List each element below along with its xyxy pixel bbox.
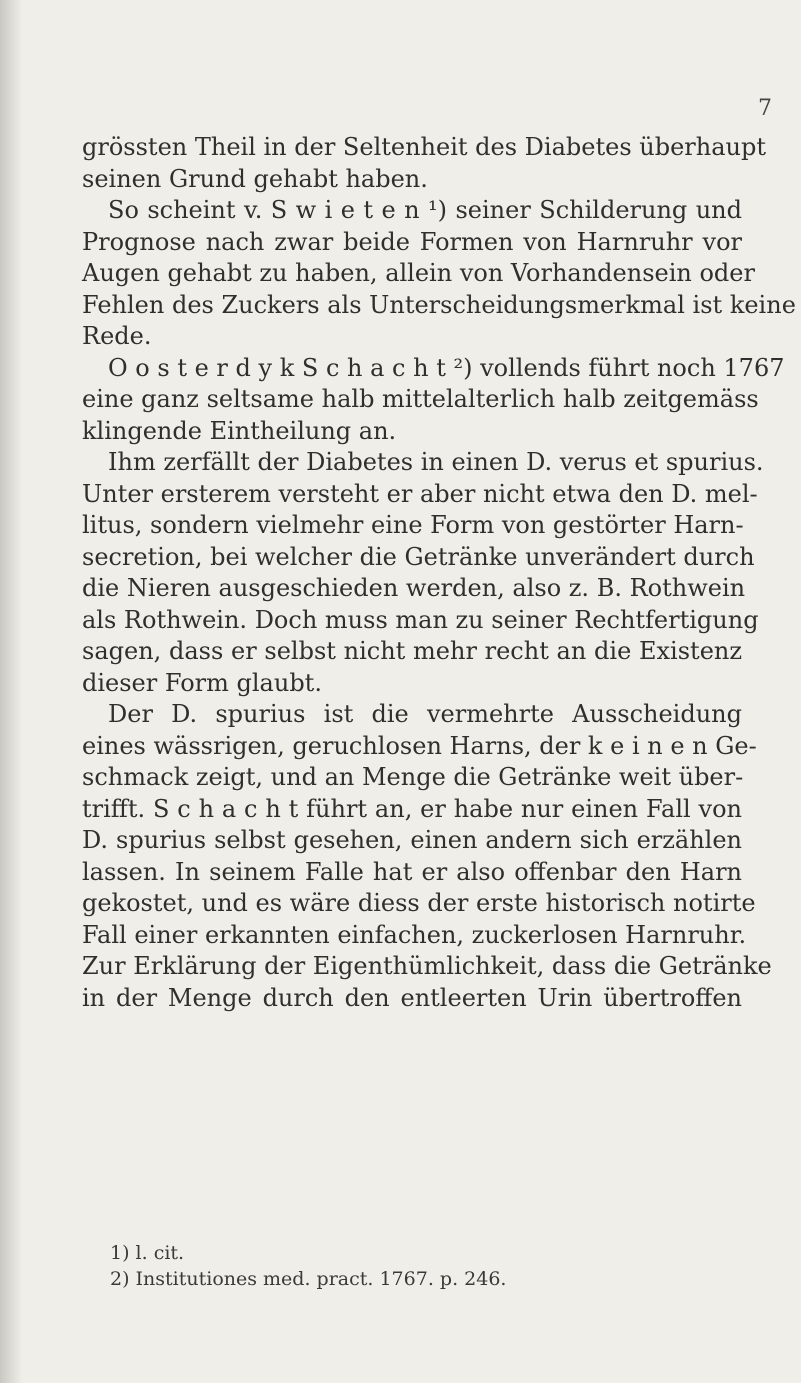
text-line: klingende Eintheilung an. — [82, 416, 397, 445]
text-line: Der D. spurius ist die vermehrte Ausscheidung — [108, 700, 742, 728]
text-line: trifft. S c h a c h t führt an, er habe nur einen Fall von — [82, 794, 742, 823]
text-line: Augen gehabt zu haben, allein von Vorhandensein oder — [82, 259, 755, 287]
text-line: Unter ersterem versteht er aber nicht etwa den D. mel- — [82, 479, 758, 508]
text-line: Ihm zerfällt der Diabetes in einen D. verus et spurius. — [108, 448, 764, 476]
text-line: lassen. In seinem Falle hat er also offenbar den Harn — [82, 857, 742, 886]
text-line: als Rothwein. Doch muss man zu seiner Rechtfertigung — [82, 605, 759, 634]
text-line: dieser Form glaubt. — [82, 668, 322, 697]
footnotes — [110, 1240, 506, 1292]
text-line: Prognose nach zwar beide Formen von Harnruhr vor — [82, 227, 742, 256]
footnote: 2) Institutiones med. pract. 1767. p. 246. — [110, 1268, 507, 1290]
footnote: 1) l. cit. — [110, 1242, 185, 1264]
page-edge-shadow — [0, 0, 22, 1383]
text-line: Zur Erklärung der Eigenthümlichkeit, dass die Getränke — [82, 952, 772, 980]
text-line: So scheint v. S w i e t e n ¹) seiner Schilderung und — [108, 196, 742, 224]
text-line: gekostet, und es wäre diess der erste historisch notirte — [82, 889, 756, 917]
text-line: sagen, dass er selbst nicht mehr recht an die Existenz — [82, 637, 742, 665]
text-line: eine ganz seltsame halb mittelalterlich halb zeitgemäss — [82, 385, 759, 413]
page-number: 7 — [758, 96, 772, 121]
text-line: seinen Grund gehabt haben. — [82, 164, 428, 193]
text-line: Rede. — [82, 322, 152, 350]
text-line: grössten Theil in der Seltenheit des Diabetes überhaupt — [82, 133, 766, 161]
body-text — [82, 132, 796, 1014]
text-line: eines wässrigen, geruchlosen Harns, der k e i n e n Ge- — [82, 731, 757, 760]
text-line: litus, sondern vielmehr eine Form von gestörter Harn- — [82, 511, 744, 539]
text-line: die Nieren ausgeschieden werden, also z. B. Rothwein — [82, 574, 746, 602]
text-line: secretion, bei welcher die Getränke unverändert durch — [82, 542, 755, 571]
text-line: D. spurius selbst gesehen, einen andern sich erzählen — [82, 826, 742, 854]
text-line: Fehlen des Zuckers als Unterscheidungsmerkmal ist keine — [82, 290, 796, 319]
text-line: in der Menge durch den entleerten Urin übertroffen — [82, 983, 742, 1012]
text-line: O o s t e r d y k S c h a c h t ²) vollends führt noch 1767 — [108, 353, 785, 382]
text-line: Fall einer erkannten einfachen, zuckerlosen Harnruhr. — [82, 920, 747, 949]
text-line: schmack zeigt, und an Menge die Getränke weit über- — [82, 763, 744, 791]
